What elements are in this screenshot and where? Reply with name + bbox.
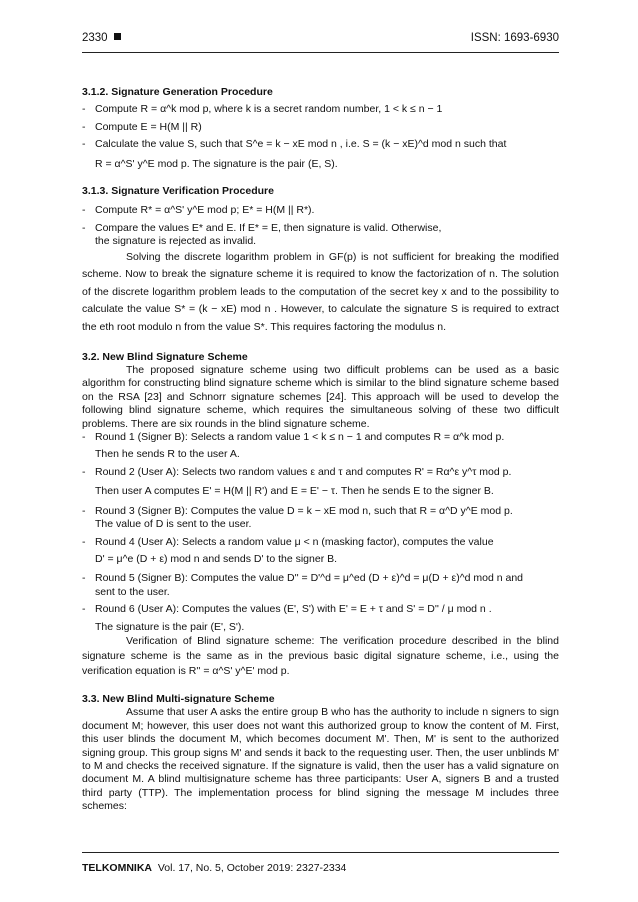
round-5: - Round 5 (Signer B): Computes the value D'' = D'^d = μ^ed (D + ε)^d = μ(D + ε)^d mod n and bbox=[82, 572, 559, 585]
bullet-313-1: - Compute R* = α^S' y^E mod p; E* = H(M || R*). bbox=[82, 204, 559, 217]
bullet-312-3: - Calculate the value S, such that S^e = k − xE mod n , i.e. S = (k − xE)^d mod n such that bbox=[82, 138, 559, 151]
running-footer bbox=[82, 862, 346, 874]
issn: ISSN: 1693-6930 bbox=[470, 32, 559, 44]
heading-32: 3.2. New Blind Signature Scheme bbox=[82, 350, 248, 363]
round-2: - Round 2 (User A): Selects two random values ε and τ and computes R' = Rα^ε y^τ mod p. bbox=[82, 466, 559, 479]
round-2-cont: Then user A computes E' = H(M || R') and E = E' − τ. Then he sends E to the signer B. bbox=[95, 485, 494, 498]
header-rule bbox=[82, 52, 559, 53]
body-text bbox=[82, 86, 559, 814]
journal-name: TELKOMNIKA bbox=[82, 862, 152, 874]
paragraph-32-intro: The proposed signature scheme using two difficult problems can be used as a basic algorithm for constructing blind signature scheme which is similar to the blind signature scheme based on the RSA [23] and Schnorr signature schemes [24]. This approach will be used to develop the following blind signature scheme, which requires the simultaneous solving of these two difficult problems. There are six rounds in the blind signature scheme. bbox=[82, 364, 559, 430]
bullet-312-2: - Compute E = H(M || R) bbox=[82, 121, 559, 134]
round-6: - Round 6 (User A): Computes the values (E', S') with E' = E + τ and S' = D'' / μ mod n . bbox=[82, 603, 559, 616]
round-4: - Round 4 (User A): Selects a random value μ < n (masking factor), computes the value bbox=[82, 536, 559, 549]
round-4-cont: D' = μ^e (D + ε) mod n and sends D' to the signer B. bbox=[95, 552, 338, 565]
round-1-cont: Then he sends R to the user A. bbox=[95, 448, 240, 461]
footer-rule bbox=[82, 852, 559, 853]
bullet-312-3-cont: R = α^S' y^E mod p. The signature is the pair (E, S). bbox=[95, 157, 338, 170]
heading-33: 3.3. New Blind Multi-signature Scheme bbox=[82, 692, 275, 705]
bullet-312-1: - Compute R = α^k mod p, where k is a secret random number, 1 < k ≤ n − 1 bbox=[82, 103, 559, 116]
paragraph-33: Assume that user A asks the entire group B who has the authority to include n signers to sign document M; however, this user does not want this authorized group to know the content of M. First, this user blinds the document M, which becomes document M'. Then, M' is sent to the authorized signing group. This group signs M' and sends it back to the requesting user. Then, the user unblinds M' to M and checks the received signature. If the signature is valid, then the user has a valid signature on document M. A blind multisignature scheme has three participants: User A, signers B and a trusted third party (TTP). The implementation process for blind signing the message M includes three schemes: bbox=[82, 706, 559, 813]
paragraph-313: Solving the discrete logarithm problem in GF(p) is not sufficient for breaking the modified scheme. Now to break the signature scheme it is required to know the factorization of n. The solution of the discrete logarithm problem leads to the computation of the secret key x and to the possibility to calculate the value S* = (k − xE) mod n . However, to calculate the signature S is required to extract the eth root modulo n from the value S*. This requires factoring the modulus n. bbox=[82, 250, 559, 334]
paragraph-32-verify: Verification of Blind signature scheme: The verification procedure described in the blind signature scheme is the same as in the previous basic digital signature scheme, i.e., using the verification equation is R'' = α^S' y^E' mod p. bbox=[82, 634, 559, 677]
page-number: 2330 bbox=[82, 32, 121, 44]
round-5-cont: sent to the user. bbox=[95, 585, 170, 598]
running-header bbox=[82, 32, 559, 48]
round-1: - Round 1 (Signer B): Selects a random value 1 < k ≤ n − 1 and computes R = α^k mod p. bbox=[82, 431, 559, 444]
heading-312: 3.1.2. Signature Generation Procedure bbox=[82, 86, 273, 98]
heading-313: 3.1.3. Signature Verification Procedure bbox=[82, 185, 274, 198]
round-3-cont: The value of D is sent to the user. bbox=[95, 518, 252, 531]
round-6-cont: The signature is the pair (E', S'). bbox=[95, 620, 245, 633]
square-bullet-icon bbox=[114, 33, 121, 40]
journal-citation: Vol. 17, No. 5, October 2019: 2327-2334 bbox=[157, 862, 347, 874]
bullet-313-2: - Compare the values E* and E. If E* = E, then signature is valid. Otherwise, bbox=[82, 222, 559, 235]
round-3: - Round 3 (Signer B): Computes the value D = k − xE mod n, such that R = α^D y^E mod p. bbox=[82, 505, 559, 518]
bullet-313-2-cont: the signature is rejected as invalid. bbox=[95, 235, 257, 248]
